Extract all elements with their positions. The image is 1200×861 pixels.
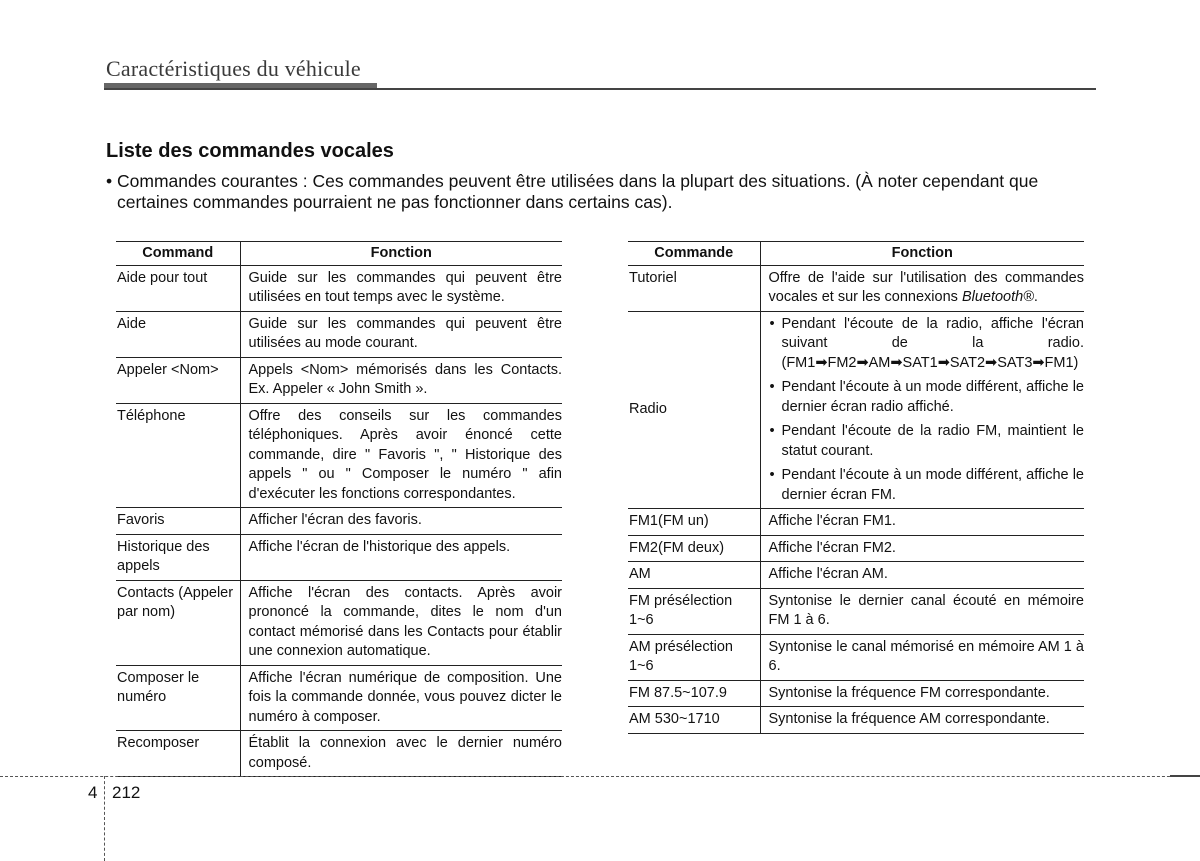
command-cell: Aide pour tout	[116, 265, 240, 311]
function-cell: Affiche l'écran numérique de composition. Une fois la commande donnée, vous pouvez dicter le numéro à composer.	[240, 665, 562, 731]
column-header-command: Commande	[628, 242, 760, 266]
function-cell: Appels <Nom> mémorisés dans les Contacts. Ex. Appeler « John Smith ».	[240, 357, 562, 403]
table-row	[628, 680, 1084, 707]
voice-commands-table-right	[628, 241, 1084, 734]
bullet-icon: •	[106, 171, 113, 191]
table-header-row	[116, 242, 562, 266]
section-title: Liste des commandes vocales	[106, 140, 394, 162]
command-cell: Favoris	[116, 508, 240, 535]
bluetooth-trademark: Bluetooth®	[961, 289, 1034, 305]
footer-margin-rule	[104, 776, 105, 861]
column-header-command: Command	[116, 242, 240, 266]
table-row	[116, 580, 562, 665]
function-cell: Syntonise la fréquence AM correspondante.	[760, 707, 1084, 734]
command-cell: Aide	[116, 311, 240, 357]
footer-rule	[0, 776, 1200, 777]
table-header-row	[628, 242, 1084, 266]
chapter-number: 4	[88, 783, 98, 802]
table-row	[116, 665, 562, 731]
function-cell: Guide sur les commandes qui peuvent être utilisées en tout temps avec le système.	[240, 265, 562, 311]
command-cell: Appeler <Nom>	[116, 357, 240, 403]
table-row	[116, 403, 562, 508]
table-row	[116, 508, 562, 535]
command-cell: AM présélection 1~6	[628, 634, 760, 680]
column-header-function: Fonction	[240, 242, 562, 266]
command-cell: Composer le numéro	[116, 665, 240, 731]
command-cell: FM1(FM un)	[628, 509, 760, 536]
intro-text: Commandes courantes : Ces commandes peuvent être utilisées dans la plupart des situations. (À noter cependant que certaines commandes pourraient ne pas fonctionner dans certains cas).	[117, 171, 1039, 212]
table-row	[116, 731, 562, 777]
chapter-title: Caractéristiques du véhicule	[106, 56, 361, 81]
function-cell: Syntonise le canal mémorisé en mémoire AM 1 à 6.	[760, 634, 1084, 680]
command-cell: FM 87.5~107.9	[628, 680, 760, 707]
table-row	[628, 588, 1084, 634]
command-cell: Contacts (Appeler par nom)	[116, 580, 240, 665]
table-row	[628, 707, 1084, 734]
header-rule	[104, 88, 1096, 90]
command-cell: AM 530~1710	[628, 707, 760, 734]
command-cell: FM présélection 1~6	[628, 588, 760, 634]
table-row	[628, 562, 1084, 589]
table-row	[116, 311, 562, 357]
function-cell	[760, 311, 1084, 509]
function-cell: Offre des conseils sur les commandes téléphoniques. Après avoir énoncé cette commande, dire " Favoris ", " Historique des appels " ou " Composer le numéro " afin d'exécuter les fonctions correspondantes.	[240, 403, 562, 508]
table-row	[628, 535, 1084, 562]
function-cell: Syntonise la fréquence FM correspondante.	[760, 680, 1084, 707]
column-header-function: Fonction	[760, 242, 1084, 266]
list-item: • Pendant l'écoute à un mode différent, affiche le dernier écran FM.	[769, 466, 1085, 505]
table-row	[628, 634, 1084, 680]
table-row	[628, 265, 1084, 311]
command-cell: FM2(FM deux)	[628, 535, 760, 562]
table-row	[628, 509, 1084, 536]
list-item: • Pendant l'écoute de la radio, affiche l'écran suivant de la radio. (FM1➡FM2➡AM➡SAT1➡SAT2➡SAT3➡FM1)	[769, 315, 1085, 374]
radio-bullet-list	[769, 315, 1085, 506]
command-cell: Téléphone	[116, 403, 240, 508]
intro-paragraph	[106, 171, 1106, 213]
function-cell: Affiche l'écran des contacts. Après avoir prononcé la commande, dites le nom d'un contact mémorisé dans les Contacts pour établir une connexion automatique.	[240, 580, 562, 665]
table-row	[116, 265, 562, 311]
function-cell	[760, 265, 1084, 311]
list-item: • Pendant l'écoute à un mode différent, affiche le dernier écran radio affiché.	[769, 378, 1085, 417]
table-row	[116, 357, 562, 403]
page-number: 212	[112, 783, 141, 802]
function-text-end: .	[1033, 289, 1038, 305]
voice-commands-table-left	[116, 241, 562, 777]
function-cell: Afficher l'écran des favoris.	[240, 508, 562, 535]
table-row	[116, 534, 562, 580]
command-cell: AM	[628, 562, 760, 589]
command-cell: Radio	[628, 311, 760, 509]
function-cell: Établit la connexion avec le dernier numéro composé.	[240, 731, 562, 777]
function-text: Offre de l'aide sur l'utilisation des commandes vocales et sur les connexions	[768, 269, 1084, 305]
function-cell: Affiche l'écran de l'historique des appels.	[240, 534, 562, 580]
function-cell: Guide sur les commandes qui peuvent être utilisées au mode courant.	[240, 311, 562, 357]
command-cell: Tutoriel	[628, 265, 760, 311]
command-cell: Recomposer	[116, 731, 240, 777]
footer-rule-end	[1170, 775, 1200, 777]
table-row	[628, 311, 1084, 509]
function-cell: Affiche l'écran FM1.	[760, 509, 1084, 536]
command-cell: Historique des appels	[116, 534, 240, 580]
function-cell: Syntonise le dernier canal écouté en mémoire FM 1 à 6.	[760, 588, 1084, 634]
function-cell: Affiche l'écran FM2.	[760, 535, 1084, 562]
function-cell: Affiche l'écran AM.	[760, 562, 1084, 589]
list-item: • Pendant l'écoute de la radio FM, maintient le statut courant.	[769, 422, 1085, 461]
